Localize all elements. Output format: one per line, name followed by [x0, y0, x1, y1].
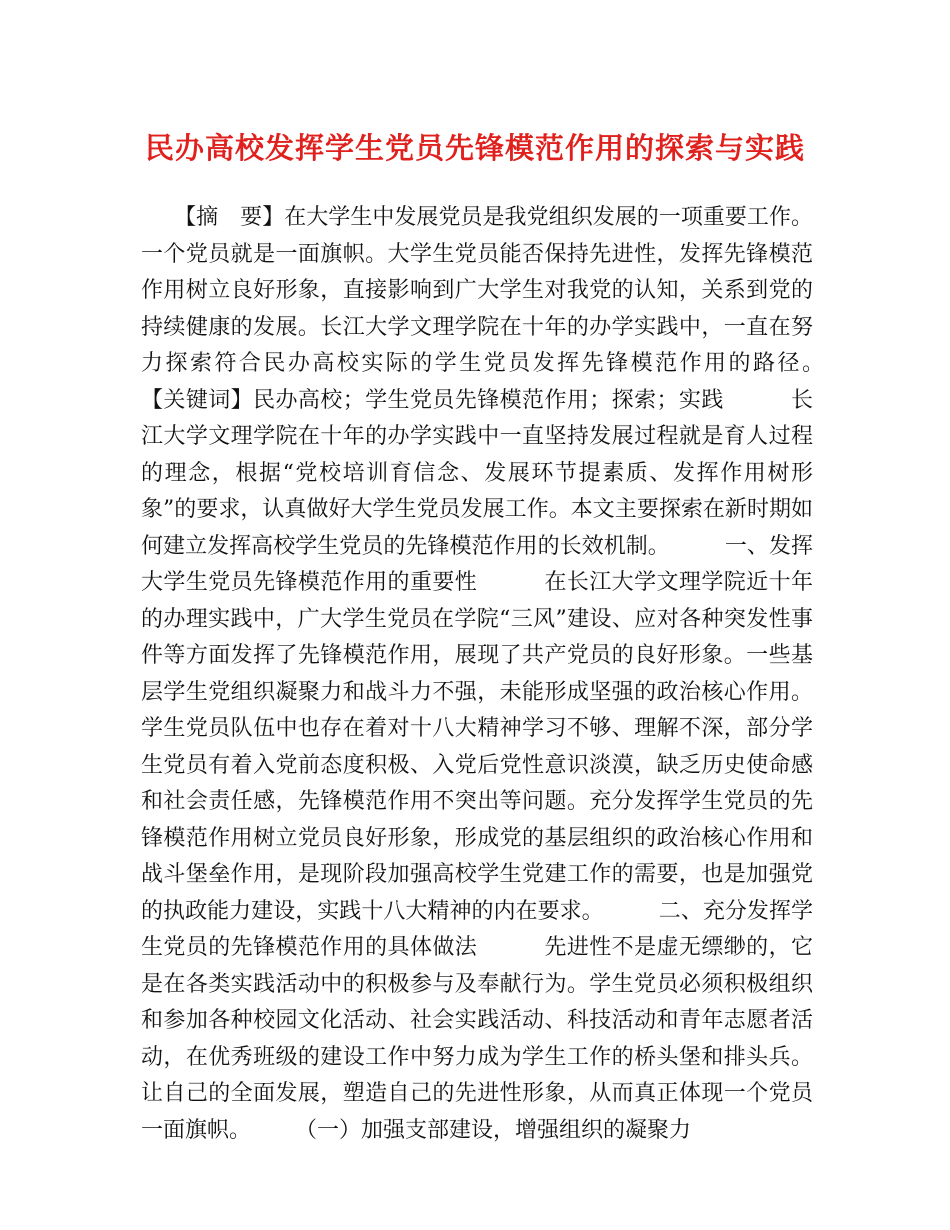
- document-body: 【摘 要】在大学生中发展党员是我党组织发展的一项重要工作。一个党员就是一面旗帜。大学生党员能否保持先进性，发挥先锋模范作用树立良好形象，直接影响到广大学生对我党的认知，关系到党的持续健康的发展。长江大学文理学院在十年的办学实践中，一直在努力探索符合民办高校实际的学生党员发挥先锋模范作用的路径。 【关键词】民办高校；学生党员先锋模范作用；探索；实践 长江大学文理学院在十年的办学实践中一直坚持发展过程就是育人过程的理念，根据“党校培训育信念、发展环节提素质、发挥作用树形象”的要求，认真做好大学生党员发展工作。本文主要探索在新时期如何建立发挥高校学生党员的先锋模范作用的长效机制。 一、发挥大学生党员先锋模范作用的重要性 在长江大学文理学院近十年的办理实践中，广大学生党员在学院“三风”建设、应对各种突发性事件等方面发挥了先锋模范作用，展现了共产党员的良好形象。一些基层学生党组织凝聚力和战斗力不强，未能形成坚强的政治核心作用。学生党员队伍中也存在着对十八大精神学习不够、理解不深，部分学生党员有着入党前态度积极、入党后党性意识淡漠，缺乏历史使命感和社会责任感，先锋模范作用不突出等问题。充分发挥学生党员的先锋模范作用树立党员良好形象，形成党的基层组织的政治核心作用和战斗堡垒作用，是现阶段加强高校学生党建工作的需要，也是加强党的执政能力建设，实践十八大精神的内在要求。 二、充分发挥学生党员的先锋模范作用的具体做法 先进性不是虚无缥缈的，它是在各类实践活动中的积极参与及奉献行为。学生党员必须积极组织和参加各种校园文化活动、社会实践活动、科技活动和青年志愿者活动，在优秀班级的建设工作中努力成为学生工作的桥头堡和排头兵。让自己的全面发展，塑造自己的先进性形象，从而真正体现一个党员一面旗帜。 （一）加强支部建设，增强组织的凝聚力: [141, 205, 880, 1143]
- document-title: 民办高校发挥学生党员先锋模范作用的探索与实践: [144, 131, 805, 165]
